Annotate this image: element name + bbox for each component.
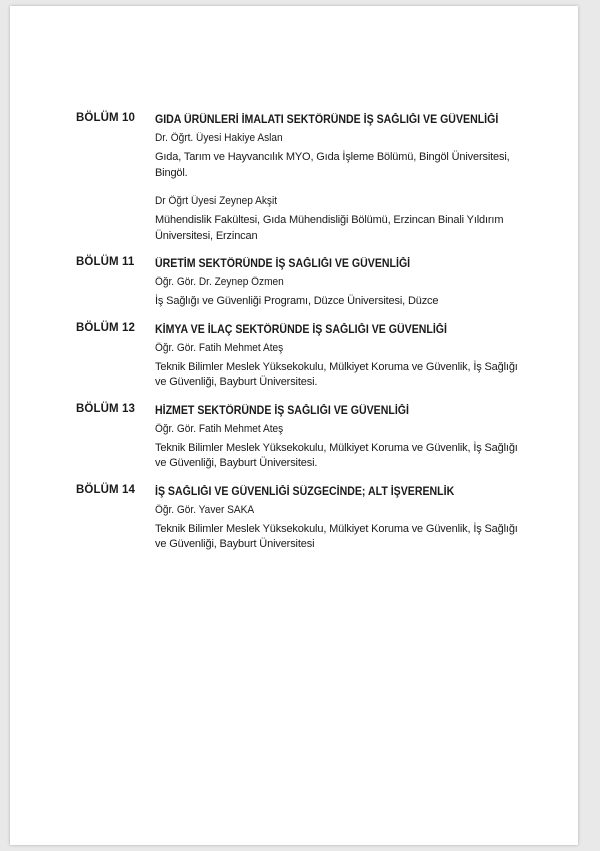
chapter-title: GIDA ÜRÜNLERİ İMALATI SEKTÖRÜNDE İŞ SAĞLIĞI VE GÜVENLİĞİ <box>155 114 499 126</box>
chapter-entry <box>10 112 578 244</box>
author-affiliation: Teknik Bilimler Meslek Yüksekokulu, Mülkiyet Koruma ve Güvenlik, İş Sağlığı ve Güvenliği, Bayburt Üniversitesi <box>155 522 518 550</box>
author-affiliation: Teknik Bilimler Meslek Yüksekokulu, Mülkiyet Koruma ve Güvenlik, İş Sağlığı ve Güvenliği, Bayburt Üniversitesi. <box>155 441 518 469</box>
chapter-entry <box>10 322 578 391</box>
author-name: Öğr. Gör. Fatih Mehmet Ateş <box>155 422 284 435</box>
chapter-list <box>10 112 578 553</box>
author-name: Öğr. Gör. Dr. Zeynep Özmen <box>155 276 284 288</box>
chapter-number: BÖLÜM 12 <box>76 321 135 334</box>
chapter-title: İŞ SAĞLIĞI VE GÜVENLİĞİ SÜZGECİNDE; ALT İŞVERENLİK <box>155 485 455 498</box>
author-name: Öğr. Gör. Yaver SAKA <box>155 503 255 516</box>
chapter-title: HİZMET SEKTÖRÜNDE İŞ SAĞLIĞI VE GÜVENLİĞİ <box>155 404 409 417</box>
chapter-entry <box>10 403 578 472</box>
chapter-entry <box>10 484 578 553</box>
chapter-number: BÖLÜM 11 <box>76 256 135 268</box>
chapter-title: ÜRETİM SEKTÖRÜNDE İŞ SAĞLIĞI VE GÜVENLİĞİ <box>155 258 411 270</box>
chapter-number: BÖLÜM 13 <box>76 402 135 415</box>
author-affiliation: Teknik Bilimler Meslek Yüksekokulu, Mülkiyet Koruma ve Güvenlik, İş Sağlığı ve Güvenliği, Bayburt Üniversitesi. <box>155 360 518 388</box>
chapter-number: BÖLÜM 14 <box>76 483 135 496</box>
author-name: Öğr. Gör. Fatih Mehmet Ateş <box>155 341 284 354</box>
chapter-number: BÖLÜM 10 <box>76 112 135 124</box>
chapter-entry <box>10 256 578 310</box>
author-affiliation: Gıda, Tarım ve Hayvancılık MYO, Gıda İşleme Bölümü, Bingöl Üniversitesi, Bingöl. <box>155 151 510 179</box>
author-name: Dr Öğrt Üyesi Zeynep Akşit <box>155 195 278 207</box>
document-page <box>10 6 578 845</box>
author-affiliation: İş Sağlığı ve Güvenliği Programı, Düzce Üniversitesi, Düzce <box>155 295 439 307</box>
author-affiliation: Mühendislik Fakültesi, Gıda Mühendisliği Bölümü, Erzincan Binali Yıldırım Üniversitesi, Erzincan <box>155 214 504 242</box>
chapter-title: KİMYA VE İLAÇ SEKTÖRÜNDE İŞ SAĞLIĞI VE GÜVENLİĞİ <box>155 323 447 336</box>
author-name: Dr. Öğrt. Üyesi Hakiye Aslan <box>155 132 283 144</box>
